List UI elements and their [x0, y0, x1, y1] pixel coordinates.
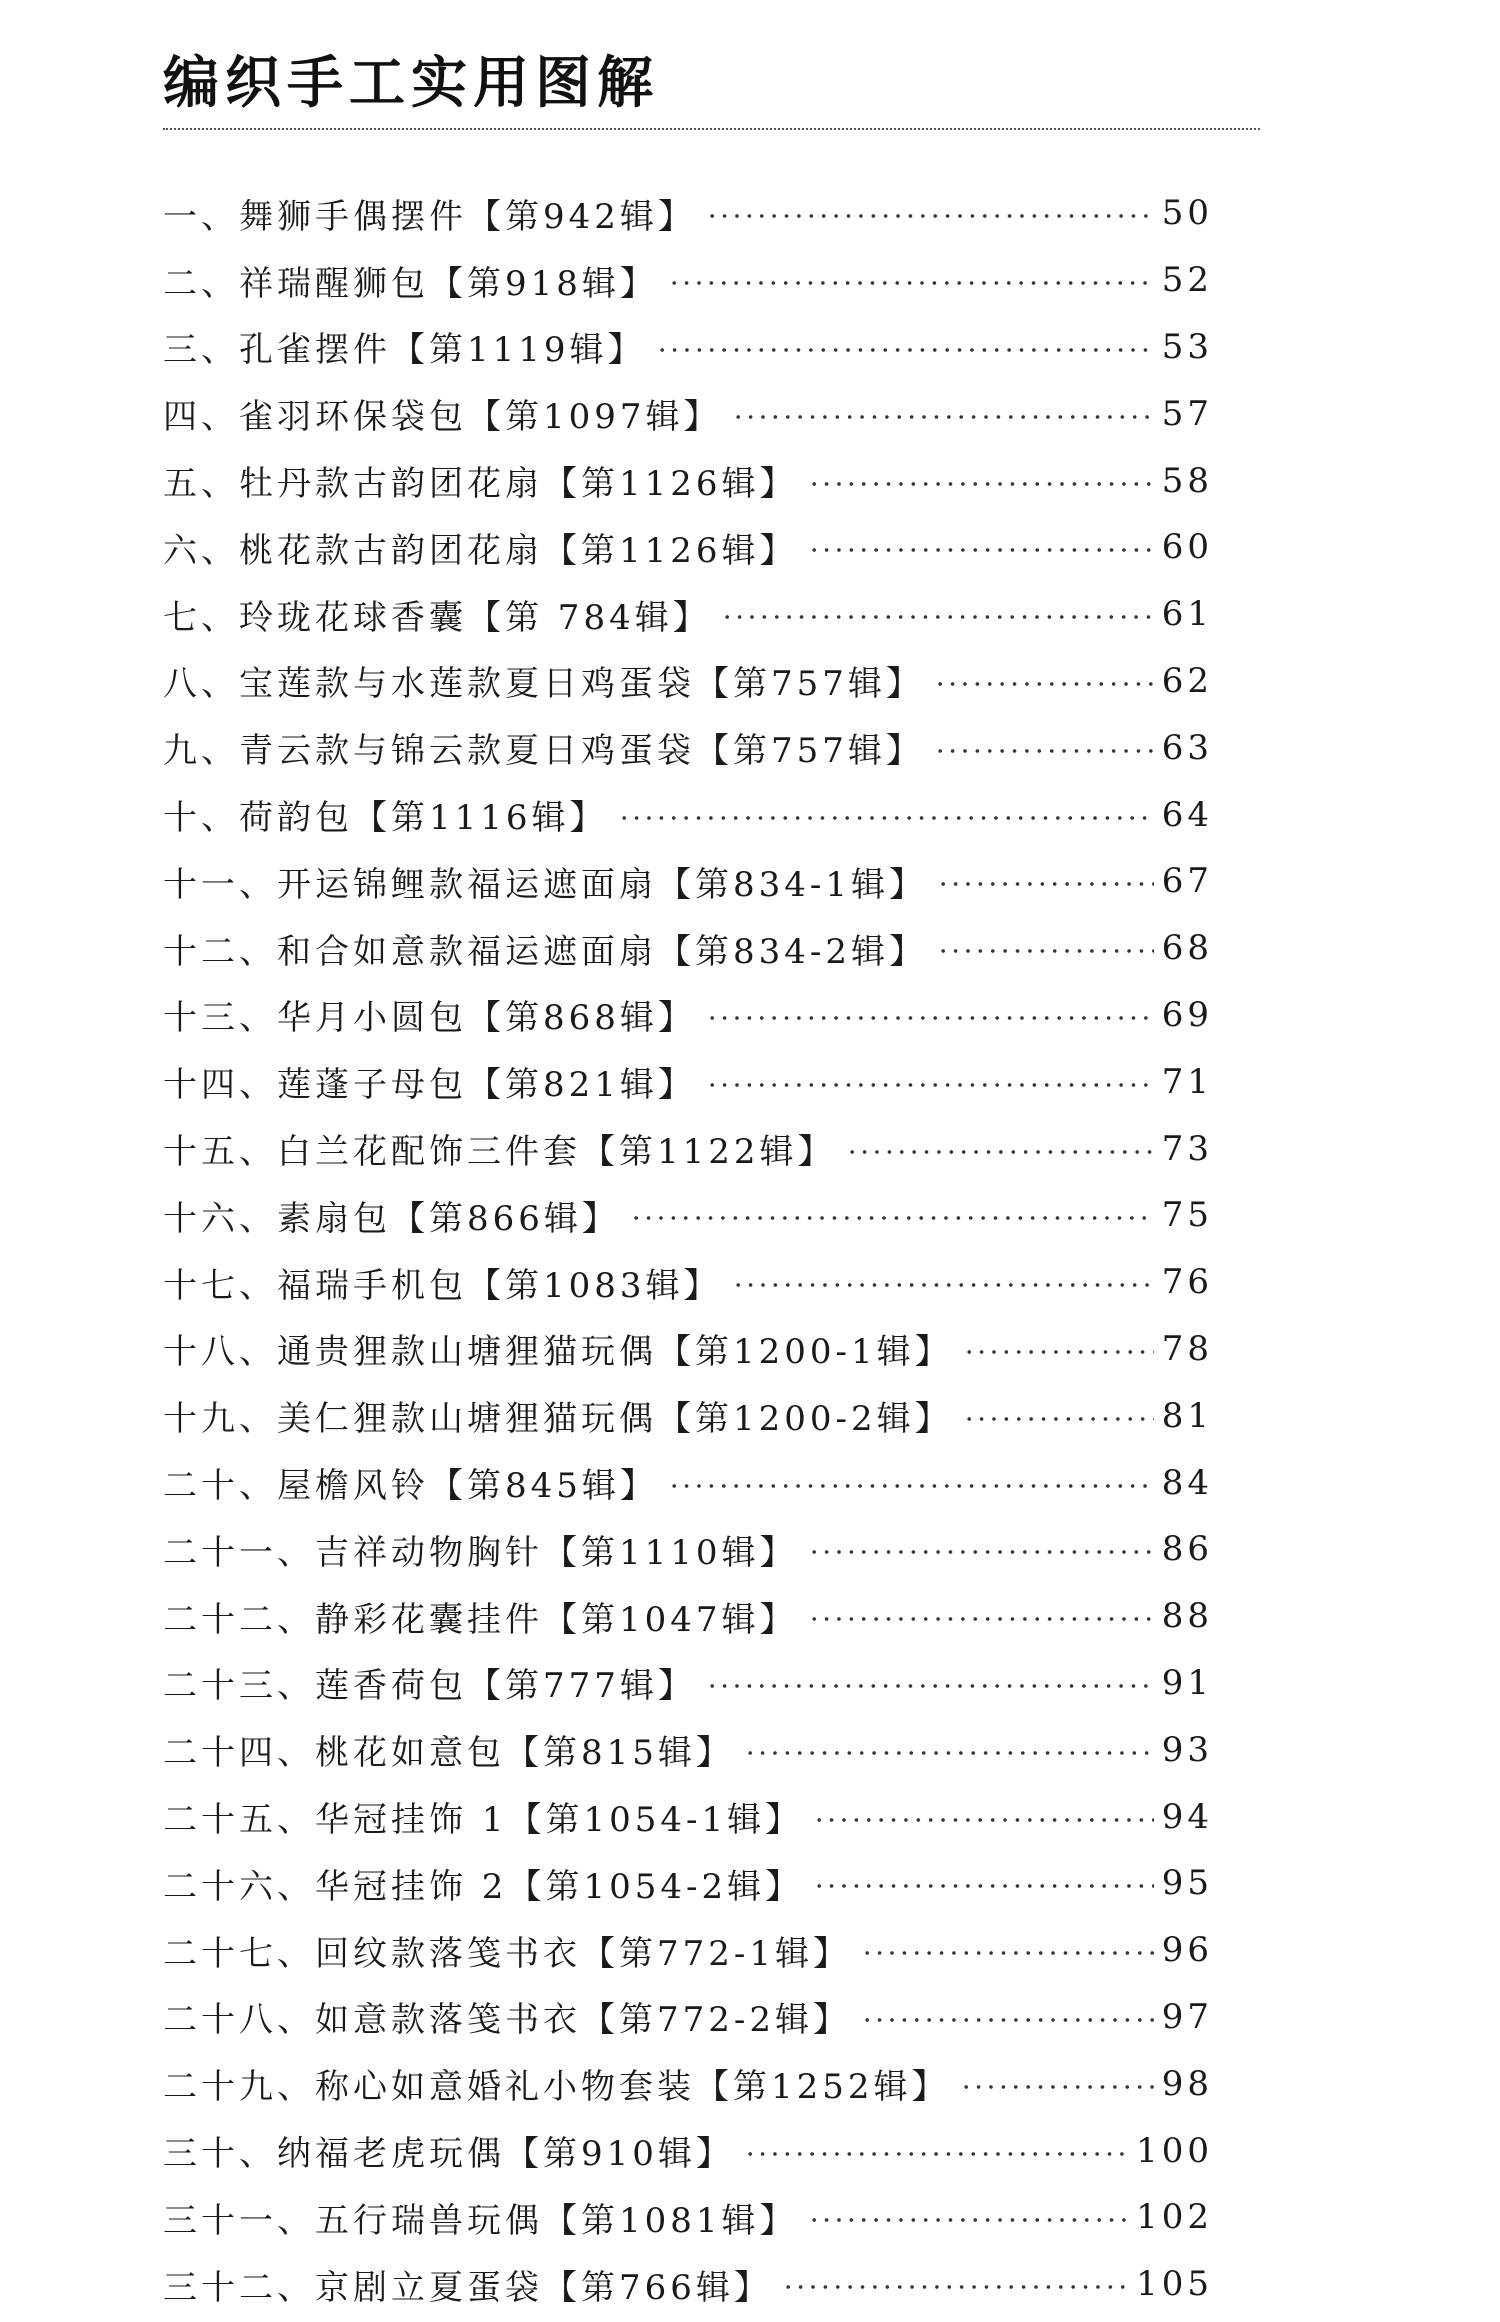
toc-entry-page: 94: [1161, 1796, 1213, 1837]
toc-entry-issue: 【第1054-2辑】: [507, 1866, 804, 1907]
toc-entry: [163, 2184, 1213, 2251]
toc-entry-number: 二十九、: [163, 2067, 315, 2108]
toc-entry: [163, 848, 1213, 915]
toc-entry-page: 95: [1161, 1863, 1213, 1904]
toc-entry-number: 二、: [163, 263, 239, 304]
toc-entry-issue: 【第845辑】: [429, 1466, 658, 1507]
dot-leader: [668, 281, 1154, 285]
toc-entry-page: 97: [1161, 1996, 1213, 2037]
toc-entry: [163, 915, 1213, 982]
dot-leader: [721, 615, 1154, 619]
toc-entry: [163, 2251, 1213, 2318]
toc-entry-issue: 【第910辑】: [505, 2134, 734, 2174]
toc-entry-issue: 【第1097辑】: [467, 397, 722, 438]
toc-entry: [163, 1048, 1213, 1115]
toc-entry: [163, 447, 1213, 514]
toc-entry-issue: 【第772-2辑】: [581, 2000, 852, 2041]
dot-leader: [934, 682, 1154, 686]
toc-entry-title: 华月小圆包: [277, 998, 467, 1039]
toc-entry-number: 四、: [163, 397, 239, 438]
toc-entry: [163, 581, 1213, 648]
toc-entry: [163, 714, 1213, 781]
toc-entry-title: 通贵狸款山塘狸猫玩偶: [277, 1332, 657, 1373]
toc-entry: [163, 1316, 1213, 1383]
table-of-contents: [163, 180, 1213, 2318]
toc-entry: [163, 781, 1213, 848]
toc-entry-page: 84: [1161, 1462, 1213, 1503]
toc-entry-issue: 【第1122辑】: [581, 1132, 836, 1173]
toc-entry-issue: 【第942辑】: [467, 196, 696, 237]
toc-entry-issue: 【第757辑】: [695, 664, 924, 705]
toc-entry-number: 十一、: [163, 864, 277, 905]
toc-entry-issue: 【第834-2辑】: [657, 931, 928, 972]
toc-entry-issue: 【第1126辑】: [543, 530, 798, 571]
dot-leader: [861, 1951, 1154, 1955]
toc-entry-page: 69: [1161, 994, 1213, 1035]
toc-entry-page: 68: [1161, 928, 1213, 969]
toc-entry-number: 二十八、: [163, 2000, 315, 2041]
toc-entry-page: 88: [1161, 1596, 1213, 1637]
toc-entry-title: 华冠挂饰 1: [315, 1800, 508, 1841]
toc-entry: [163, 648, 1213, 715]
toc-entry-title: 开运锦鲤款福运遮面扇: [277, 864, 657, 905]
dot-leader: [813, 1884, 1154, 1888]
dot-leader: [808, 1550, 1154, 1554]
toc-entry-issue: 【第 784辑】: [467, 597, 711, 638]
toc-entry-page: 53: [1161, 326, 1213, 367]
toc-entry-title: 华冠挂饰 2: [315, 1866, 508, 1907]
toc-entry-page: 73: [1161, 1128, 1213, 1169]
toc-entry-number: 十三、: [163, 998, 277, 1039]
dot-leader: [618, 816, 1154, 820]
toc-entry-page: 63: [1161, 727, 1213, 768]
toc-entry-page: 81: [1161, 1395, 1213, 1436]
toc-entry-title: 称心如意婚礼小物套装: [315, 2067, 695, 2108]
toc-entry-page: 105: [1136, 2264, 1213, 2305]
toc-entry-number: 二十七、: [163, 1933, 315, 1974]
dot-leader: [668, 1484, 1154, 1488]
toc-entry-page: 60: [1161, 527, 1213, 568]
toc-entry-number: 二十、: [163, 1466, 277, 1507]
dot-leader: [813, 1818, 1154, 1822]
toc-entry-number: 十九、: [163, 1399, 277, 1440]
dot-leader: [630, 1216, 1154, 1220]
toc-entry-title: 青云款与锦云款夏日鸡蛋袋: [239, 731, 695, 772]
toc-entry-number: 二十三、: [163, 1666, 315, 1707]
dot-leader: [808, 482, 1154, 486]
toc-entry-issue: 【第821辑】: [467, 1065, 696, 1106]
toc-entry-page: 71: [1161, 1061, 1213, 1102]
dot-leader: [782, 2285, 1128, 2289]
dot-leader: [732, 1283, 1154, 1287]
toc-entry-page: 64: [1161, 794, 1213, 835]
toc-entry-title: 玲珑花球香囊: [239, 597, 467, 638]
toc-entry-title: 雀羽环保袋包: [239, 397, 467, 438]
toc-entry-title: 京剧立夏蛋袋: [315, 2267, 543, 2308]
toc-entry-title: 和合如意款福运遮面扇: [277, 931, 657, 972]
title-divider: [163, 128, 1260, 130]
toc-entry-number: 十六、: [163, 1198, 277, 1239]
toc-entry-title: 孔雀摆件: [239, 330, 391, 371]
toc-entry: [163, 982, 1213, 1049]
dot-leader: [937, 949, 1154, 953]
toc-entry-number: 三十、: [163, 2134, 277, 2174]
toc-entry-title: 如意款落笺书衣: [315, 2000, 581, 2041]
toc-entry-issue: 【第1200-1辑】: [657, 1332, 953, 1373]
toc-entry-issue: 【第918辑】: [429, 263, 658, 304]
toc-entry: [163, 514, 1213, 581]
dot-leader: [706, 1684, 1154, 1688]
dot-leader: [960, 2085, 1154, 2089]
toc-entry-number: 六、: [163, 530, 239, 571]
toc-entry-page: 57: [1161, 393, 1213, 434]
toc-entry: [163, 1917, 1213, 1984]
toc-entry-number: 二十四、: [163, 1733, 315, 1774]
toc-entry-issue: 【第757辑】: [695, 731, 924, 772]
toc-entry: [163, 1449, 1213, 1516]
dot-leader: [706, 1016, 1154, 1020]
toc-entry-page: 93: [1161, 1729, 1213, 1770]
toc-entry: [163, 1382, 1213, 1449]
toc-entry-issue: 【第1200-2辑】: [657, 1399, 953, 1440]
toc-entry: [163, 1249, 1213, 1316]
toc-entry-page: 75: [1161, 1195, 1213, 1236]
toc-entry: [163, 1516, 1213, 1583]
dot-leader: [861, 2018, 1154, 2022]
toc-entry-page: 61: [1161, 594, 1213, 635]
toc-entry-issue: 【第1054-1辑】: [507, 1800, 804, 1841]
toc-entry-title: 福瑞手机包: [277, 1265, 467, 1306]
toc-entry: [163, 180, 1213, 247]
toc-entry-title: 回纹款落笺书衣: [315, 1933, 581, 1974]
dot-leader: [706, 1083, 1154, 1087]
dot-leader: [963, 1350, 1154, 1354]
toc-entry-page: 52: [1161, 260, 1213, 301]
toc-entry-issue: 【第1119辑】: [391, 330, 646, 371]
toc-entry: [163, 1783, 1213, 1850]
toc-entry: [163, 1583, 1213, 1650]
toc-entry-title: 莲香荷包: [315, 1666, 467, 1707]
toc-entry-number: 十五、: [163, 1132, 277, 1173]
toc-entry: [163, 1984, 1213, 2051]
toc-entry-page: 67: [1161, 861, 1213, 902]
toc-entry-title: 美仁狸款山塘狸猫玩偶: [277, 1399, 657, 1440]
toc-entry-title: 静彩花囊挂件: [315, 1599, 543, 1640]
toc-entry-page: 86: [1161, 1529, 1213, 1570]
toc-entry: [163, 1182, 1213, 1249]
dot-leader: [744, 2152, 1128, 2156]
toc-entry-title: 宝莲款与水莲款夏日鸡蛋袋: [239, 664, 695, 705]
toc-entry-title: 五行瑞兽玩偶: [315, 2200, 543, 2241]
toc-entry-issue: 【第777辑】: [467, 1666, 696, 1707]
toc-entry-number: 二十一、: [163, 1532, 315, 1573]
dot-leader: [656, 348, 1154, 352]
toc-entry-number: 十二、: [163, 931, 277, 972]
toc-entry-number: 二十五、: [163, 1800, 315, 1841]
toc-entry-number: 七、: [163, 597, 239, 638]
toc-entry: [163, 247, 1213, 314]
toc-entry-issue: 【第868辑】: [467, 998, 696, 1039]
toc-entry-issue: 【第772-1辑】: [581, 1933, 852, 1974]
dot-leader: [808, 2218, 1129, 2222]
toc-entry: [163, 2050, 1213, 2117]
toc-entry-number: 二十二、: [163, 1599, 315, 1640]
dot-leader: [744, 1751, 1154, 1755]
toc-entry-title: 荷韵包: [239, 798, 353, 839]
toc-entry-title: 纳福老虎玩偶: [277, 2134, 505, 2174]
toc-entry-number: 九、: [163, 731, 239, 772]
toc-entry-number: 十、: [163, 798, 239, 839]
toc-entry-number: 十八、: [163, 1332, 277, 1373]
toc-entry-title: 素扇包: [277, 1198, 391, 1239]
toc-entry-issue: 【第766辑】: [543, 2267, 772, 2308]
toc-entry-title: 吉祥动物胸针: [315, 1532, 543, 1573]
toc-entry-title: 牡丹款古韵团花扇: [239, 464, 543, 505]
toc-entry-issue: 【第1110辑】: [543, 1532, 798, 1573]
toc-entry-title: 白兰花配饰三件套: [277, 1132, 581, 1173]
toc-entry-title: 舞狮手偶摆件: [239, 196, 467, 237]
dot-leader: [732, 415, 1154, 419]
toc-entry-title: 屋檐风铃: [277, 1466, 429, 1507]
toc-entry-page: 102: [1136, 2197, 1213, 2238]
toc-entry: [163, 1850, 1213, 1917]
toc-entry-issue: 【第1047辑】: [543, 1599, 798, 1640]
toc-entry-page: 98: [1161, 2063, 1213, 2104]
toc-entry: [163, 314, 1213, 381]
toc-entry-title: 桃花款古韵团花扇: [239, 530, 543, 571]
toc-entry-number: 八、: [163, 664, 239, 705]
toc-entry-page: 76: [1161, 1262, 1213, 1303]
toc-entry-number: 十四、: [163, 1065, 277, 1106]
toc-entry: [163, 1716, 1213, 1783]
toc-entry: [163, 1115, 1213, 1182]
toc-entry-number: 三、: [163, 330, 239, 371]
toc-entry-issue: 【第866辑】: [391, 1198, 620, 1239]
toc-entry-page: 96: [1161, 1930, 1213, 1971]
toc-entry-issue: 【第1116辑】: [353, 798, 608, 839]
toc-entry-number: 二十六、: [163, 1866, 315, 1907]
toc-entry-page: 62: [1161, 660, 1213, 701]
toc-entry-title: 祥瑞醒狮包: [239, 263, 429, 304]
page-title: 编织手工实用图解: [163, 50, 659, 116]
toc-entry-number: 十七、: [163, 1265, 277, 1306]
toc-entry-issue: 【第1081辑】: [543, 2200, 798, 2241]
toc-entry-page: 91: [1161, 1662, 1213, 1703]
dot-leader: [937, 882, 1154, 886]
toc-entry-page: 78: [1161, 1328, 1213, 1369]
dot-leader: [846, 1150, 1154, 1154]
dot-leader: [934, 749, 1154, 753]
toc-entry-title: 莲蓬子母包: [277, 1065, 467, 1106]
toc-entry-number: 三十一、: [163, 2200, 315, 2241]
toc-entry-number: 三十二、: [163, 2267, 315, 2308]
dot-leader: [808, 1617, 1154, 1621]
dot-leader: [808, 548, 1154, 552]
toc-entry-title: 桃花如意包: [315, 1733, 505, 1774]
toc-entry-issue: 【第1126辑】: [543, 464, 798, 505]
toc-entry: [163, 380, 1213, 447]
toc-entry: [163, 1650, 1213, 1717]
toc-entry: [163, 2117, 1213, 2184]
toc-entry-issue: 【第834-1辑】: [657, 864, 928, 905]
toc-entry-issue: 【第815辑】: [505, 1733, 734, 1774]
toc-entry-number: 五、: [163, 464, 239, 505]
toc-entry-page: 100: [1136, 2130, 1213, 2171]
toc-entry-number: 一、: [163, 196, 239, 237]
toc-entry-issue: 【第1083辑】: [467, 1265, 722, 1306]
toc-entry-issue: 【第1252辑】: [695, 2067, 950, 2108]
toc-entry-page: 50: [1161, 193, 1213, 234]
dot-leader: [706, 214, 1154, 218]
dot-leader: [963, 1417, 1154, 1421]
toc-entry-page: 58: [1161, 460, 1213, 501]
